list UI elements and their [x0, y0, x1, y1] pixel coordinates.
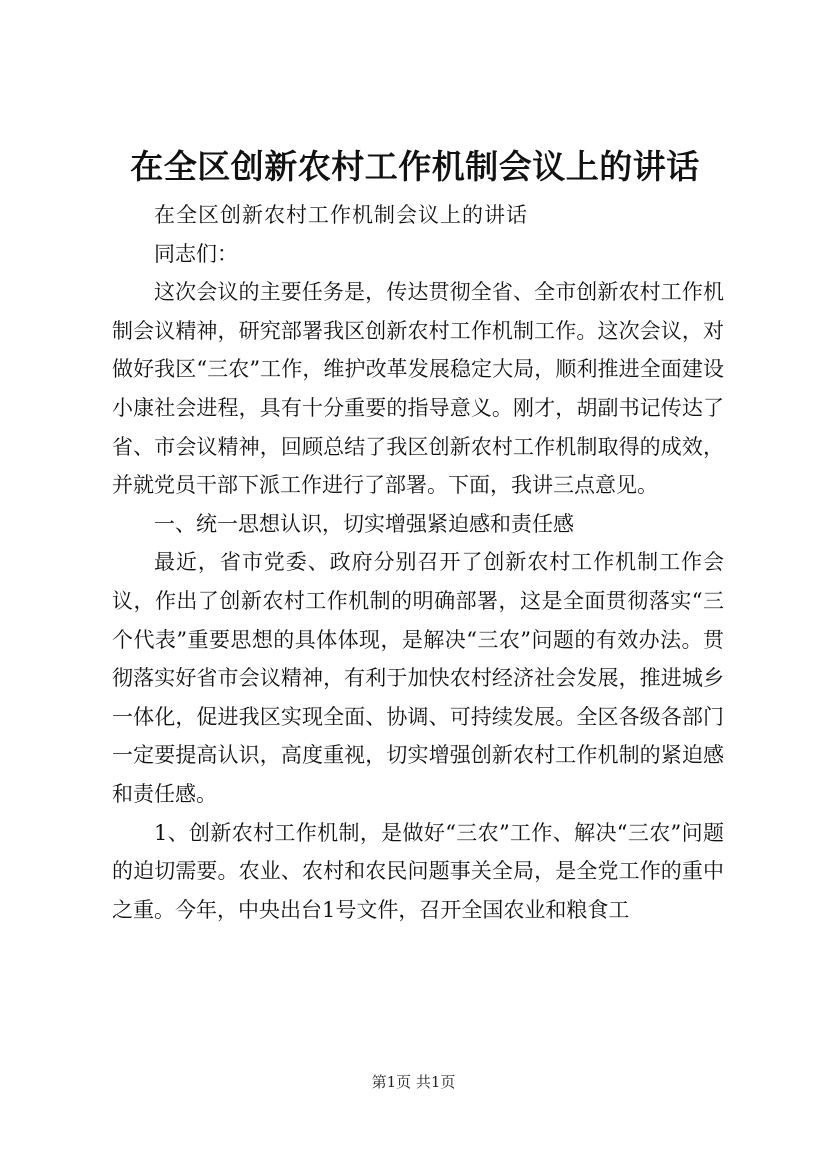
salutation-paragraph: 同志们：	[154, 241, 238, 266]
page-footer: 第1页 共1页	[371, 1073, 456, 1091]
intro-paragraph: 这次会议的主要任务是，传达贯彻全省、全市创新农村工作机制会议精神，研究部署我区创新农村工作机制工作。这次会议，对做好我区“三农”工作，维护改革发展稳定大局，顺利推进全面建设小康社会进程，具有十分重要的指导意义。刚才，胡副书记传达了省、市会议精神，回顾总结了我区创新农村工作机制取得的成效，并就党员干部下派工作进行了部署。下面，我讲三点意见。	[112, 280, 724, 498]
subtitle-paragraph: 在全区创新农村工作机制会议上的讲话	[154, 203, 528, 227]
section-1-paragraph: 最近，省市党委、政府分别召开了创新农村工作机制工作会议，作出了创新农村工作机制的明确部署，这是全面贯彻落实“三个代表”重要思想的具体体现，是解决“三农”问题的有效办法。贯彻落实好省市会议精神，有利于加快农村经济社会发展，推进城乡一体化，促进我区实现全面、协调、可持续发展。全区各级各部门一定要提高认识，高度重视，切实增强创新农村工作机制的紧迫感和责任感。	[112, 550, 724, 806]
section-heading-1: 一、统一思想认识，切实增强紧迫感和责任感	[154, 511, 574, 536]
document-body	[112, 196, 724, 929]
point-1-paragraph: 1、创新农村工作机制，是做好“三农”工作、解决“三农”问题的迫切需要。农业、农村和农民问题事关全局，是全党工作的重中之重。今年，中央出台1号文件，召开全国农业和粮食工	[112, 820, 724, 922]
document-title: 在全区创新农村工作机制会议上的讲话	[130, 147, 700, 186]
